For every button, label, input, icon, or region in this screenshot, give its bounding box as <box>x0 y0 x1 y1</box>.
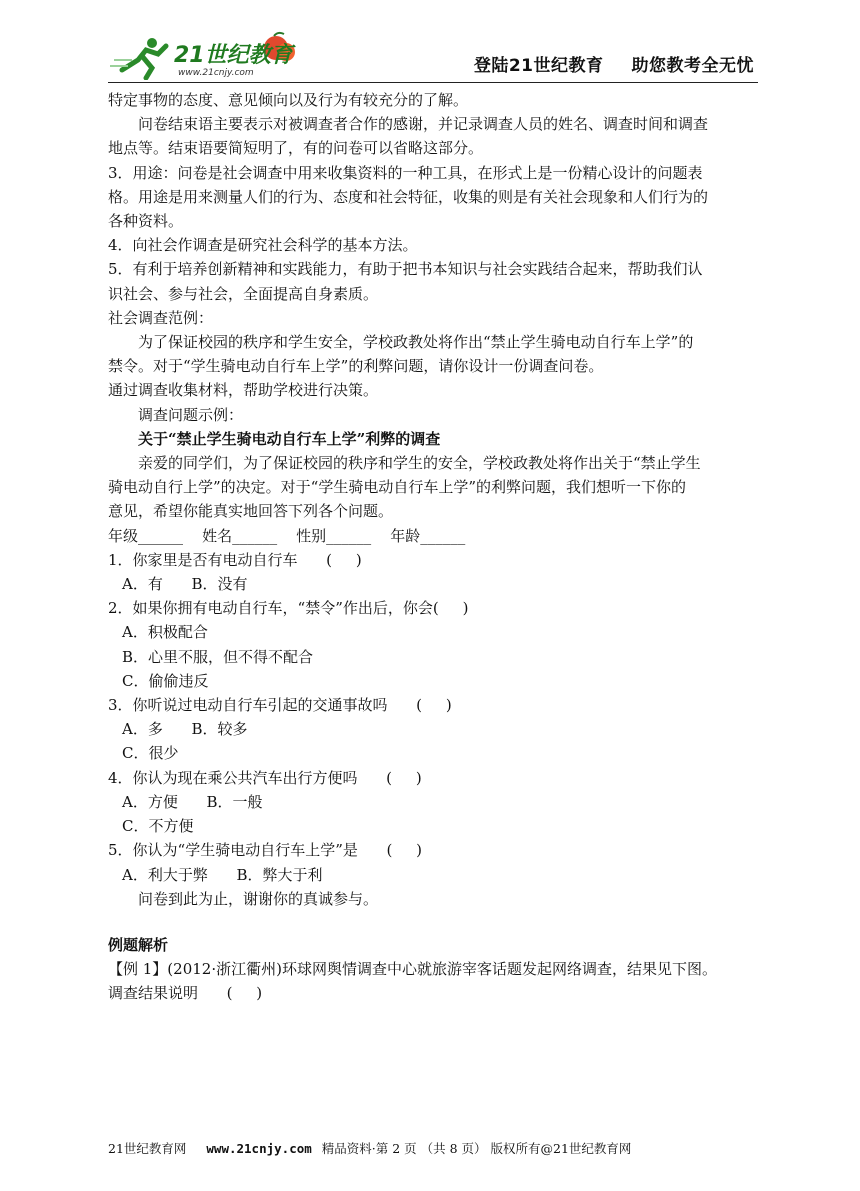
text-line: 2．如果你拥有电动自行车，“禁令”作出后，你会( ) <box>108 599 469 618</box>
slogan-left: 登陆21世纪教育 <box>473 56 604 76</box>
text-line: 骑电动自行上学”的决定。对于“学生骑电动自行车上学”的利弊问题，我们想听一下你的 <box>108 478 687 497</box>
answer-options: A．方便 B．一般 <box>122 792 263 811</box>
text-line: 格。用途是用来测量人们的行为、态度和社会特征，收集的则是有关社会现象和人们行为的 <box>108 187 709 206</box>
text-line: 5．有利于培养创新精神和实践能力，有助于把书本知识与社会实践结合起来，帮助我们认 <box>108 260 703 279</box>
answer-options: C．很少 <box>122 744 179 763</box>
header-slogan <box>474 51 754 76</box>
text-line: 1．你家里是否有电动自行车 ( ) <box>108 550 362 569</box>
text-line: 识社会、参与社会，全面提高自身素质。 <box>108 284 379 303</box>
logo-url: www.21cnjy.com <box>178 68 254 78</box>
text-line: 通过调查收集材料，帮助学校进行决策。 <box>108 381 379 400</box>
footer-brand: 21世纪教育网 <box>108 1141 187 1156</box>
text-line: 3．用途：问卷是社会调查中用来收集资料的一种工具，在形式上是一份精心设计的问题表 <box>108 163 703 182</box>
footer-site-link[interactable]: www.21cnjy.com <box>206 1141 312 1156</box>
text-line: 4．向社会作调查是研究社会科学的基本方法。 <box>108 236 418 255</box>
section-heading: 例题解析 <box>108 935 169 954</box>
text-line: 社会调查范例： <box>108 308 214 327</box>
text-line: 5．你认为“学生骑电动自行车上学”是 ( ) <box>108 841 423 860</box>
text-line: 4．你认为现在乘公共汽车出行方便吗 ( ) <box>108 768 422 787</box>
runner-icon <box>110 38 166 78</box>
document-body <box>108 88 758 1006</box>
paragraph-line: 问卷结束语主要表示对被调查者合作的感谢，并记录调查人员的姓名、调查时间和调查 <box>138 115 709 134</box>
text-line: 【例 1】(2012·浙江衢州)环球网舆情调查中心就旅游宰客话题发起网络调查，结果见下图。 <box>108 960 717 979</box>
logo <box>108 30 308 80</box>
paragraph-line: 调查问题示例： <box>138 405 244 424</box>
text-line: 3．你听说过电动自行车引起的交通事故吗 ( ) <box>108 696 452 715</box>
answer-options: C．偷偷违反 <box>122 671 209 690</box>
spacer <box>108 911 758 933</box>
survey-title: 关于“禁止学生骑电动自行车上学”利弊的调查 <box>138 429 441 448</box>
answer-options: A．有 B．没有 <box>122 575 248 594</box>
logo-text: 21世纪教育 <box>174 43 293 68</box>
page-header <box>108 30 758 83</box>
answer-options: B．心里不服，但不得不配合 <box>122 647 314 666</box>
answer-options: A．利大于弊 B．弊大于利 <box>122 865 323 884</box>
text-line: 地点等。结束语要简短明了，有的问卷可以省略这部分。 <box>108 139 484 158</box>
answer-options: A．多 B．较多 <box>122 720 248 739</box>
paragraph-line: 问卷到此为止，谢谢你的真诚参与。 <box>138 889 379 908</box>
text-line: 调查结果说明 ( ) <box>108 984 263 1003</box>
page-footer <box>108 1139 758 1157</box>
paragraph-line: 为了保证校园的秩序和学生安全，学校政教处将作出“禁止学生骑电动自行车上学”的 <box>138 333 694 352</box>
text-line: 年级______ 姓名______ 性别______ 年龄______ <box>108 526 466 545</box>
slogan-right: 助您教考全无忧 <box>631 56 754 76</box>
answer-options: C．不方便 <box>122 817 194 836</box>
paragraph-line: 亲爱的同学们，为了保证校园的秩序和学生的安全，学校政教处将作出关于“禁止学生 <box>138 454 701 473</box>
text-line: 禁令。对于“学生骑电动自行车上学”的利弊问题，请你设计一份调查问卷。 <box>108 357 604 376</box>
text-line: 特定事物的态度、意见倾向以及行为有较充分的了解。 <box>108 91 469 109</box>
text-line: 各种资料。 <box>108 212 184 231</box>
text-line: 意见，希望你能真实地回答下列各个问题。 <box>108 502 394 521</box>
answer-options: A．积极配合 <box>122 623 208 642</box>
footer-page-info: 精品资料·第 2 页 （共 8 页） 版权所有@21世纪教育网 <box>321 1141 632 1156</box>
